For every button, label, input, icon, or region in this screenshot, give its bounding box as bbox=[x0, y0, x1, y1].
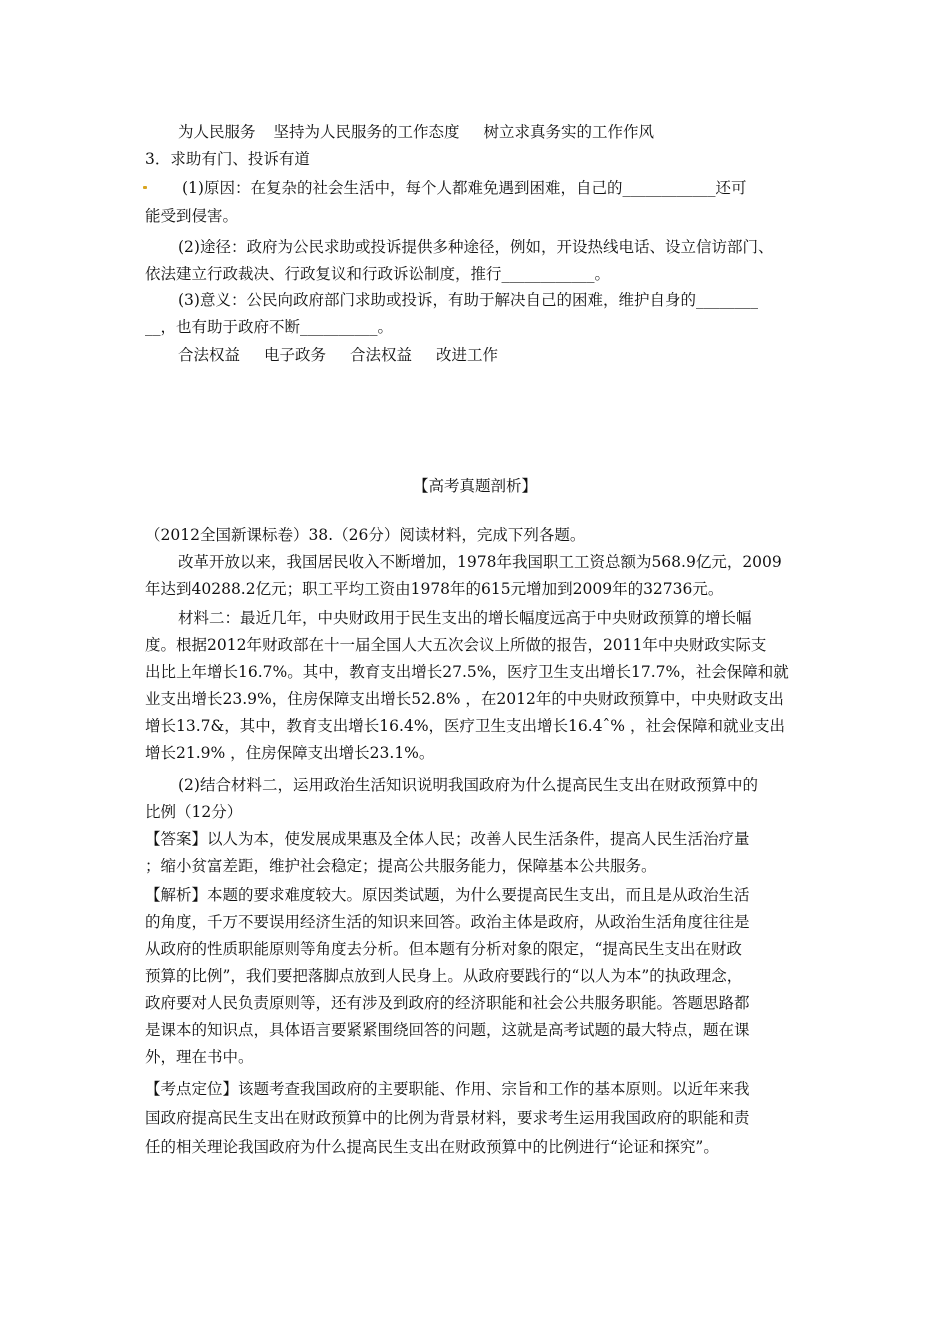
section-heading: 3．求助有门、投诉有道 bbox=[145, 150, 310, 168]
material-line: 出比上年增长16.7%。其中，教育支出增长27.5%，医疗卫生支出增长17.7%，社会保障和就 bbox=[145, 663, 789, 681]
material-line: 年达到40288.2亿元；职工平均工资由1978年的615元增加到2009年的32736元。 bbox=[145, 580, 724, 598]
analysis-text: 政府要对人民负责原则等，还有涉及到政府的经济职能和社会公共服务职能。答题思路都 bbox=[145, 994, 750, 1012]
key-point-text: 国政府提高民生支出在财政预算中的比例为背景材料，要求考生运用我国政府的职能和责 bbox=[145, 1109, 750, 1127]
paragraph-line: (1)原因：在复杂的社会生活中，每个人都难免遇到困难，自己的____________还可 bbox=[182, 179, 747, 197]
question-source: （2012全国新课标卷）38.（26分）阅读材料，完成下列各题。 bbox=[145, 526, 586, 544]
answer-item: 电子政务 bbox=[264, 346, 327, 364]
analysis-text: 预算的比例”，我们要把落脚点放到人民身上。从政府要践行的“以人为本”的执政理念， bbox=[145, 967, 743, 985]
paragraph-line: __，也有助于政府不断__________。 bbox=[145, 318, 394, 336]
analysis-text: 【解析】本题的要求难度较大。原因类试题，为什么要提高民生支出，而且是从政治生活 bbox=[145, 886, 750, 904]
answer-text: 【答案】以人为本，使发展成果惠及全体人民；改善人民生活条件，提高人民生活治疗量 bbox=[145, 830, 750, 848]
answer-item: 树立求真务实的工作作风 bbox=[483, 123, 655, 141]
stray-mark bbox=[143, 186, 147, 189]
question-line: 比例（12分） bbox=[145, 803, 243, 821]
material-line: 改革开放以来，我国居民收入不断增加，1978年我国职工工资总额为568.9亿元，2009 bbox=[178, 553, 782, 571]
analysis-text: 是课本的知识点，具体语言要紧紧围绕回答的问题，这就是高考试题的最大特点，题在课 bbox=[145, 1021, 750, 1039]
key-point-text: 任的相关理论我国政府为什么提高民生支出在财政预算中的比例进行“论证和探究”。 bbox=[145, 1138, 719, 1156]
material-line: 材料二：最近几年，中央财政用于民生支出的增长幅度远高于中央财政预算的增长幅 bbox=[178, 609, 752, 627]
paragraph-line: (2)途径：政府为公民求助或投诉提供多种途径，例如，开设热线电话、设立信访部门、 bbox=[178, 238, 774, 256]
answer-item: 合法权益 bbox=[350, 346, 413, 364]
answer-item: 为人民服务 bbox=[178, 123, 256, 141]
answer-item: 合法权益 bbox=[178, 346, 241, 364]
section-title: 【高考真题剖析】 bbox=[412, 477, 537, 495]
answer-text: ；缩小贫富差距，维护社会稳定；提高公共服务能力，保障基本公共服务。 bbox=[145, 857, 657, 875]
answer-line-1 bbox=[178, 119, 814, 145]
paragraph-line: 能受到侵害。 bbox=[145, 207, 239, 225]
answer-item: 坚持为人民服务的工作态度 bbox=[273, 123, 460, 141]
paragraph-line: 依法建立行政裁决、行政复议和行政诉讼制度，推行____________。 bbox=[145, 265, 611, 283]
material-line: 业支出增长23.9%，住房保障支出增长52.8% ，在2012年的中央财政预算中，中央财政支出 bbox=[145, 690, 784, 708]
material-line: 增长21.9% ，住房保障支出增长23.1%。 bbox=[145, 744, 435, 762]
key-point-text: 【考点定位】该题考查我国政府的主要职能、作用、宗旨和工作的基本原则。以近年来我 bbox=[145, 1080, 750, 1098]
analysis-text: 从政府的性质职能原则等角度去分析。但本题有分析对象的限定，“提高民生支出在财政 bbox=[145, 940, 742, 958]
analysis-text: 外，理在书中。 bbox=[145, 1048, 254, 1066]
paragraph-line: (3)意义：公民向政府部门求助或投诉，有助于解决自己的困难，维护自身的________ bbox=[178, 291, 758, 309]
question-line: (2)结合材料二，运用政治生活知识说明我国政府为什么提高民生支出在财政预算中的 bbox=[178, 776, 758, 794]
material-line: 增长13.7&，其中，教育支出增长16.4%，医疗卫生支出增长16.4ˆ% ，社会保障和就业支出 bbox=[145, 717, 785, 735]
answer-item: 改进工作 bbox=[436, 346, 499, 364]
answer-line-2 bbox=[178, 342, 814, 368]
analysis-text: 的角度，千万不要误用经济生活的知识来回答。政治主体是政府，从政治生活角度往往是 bbox=[145, 913, 750, 931]
material-line: 度。根据2012年财政部在十一届全国人大五次会议上所做的报告，2011年中央财政实际支 bbox=[145, 636, 767, 654]
